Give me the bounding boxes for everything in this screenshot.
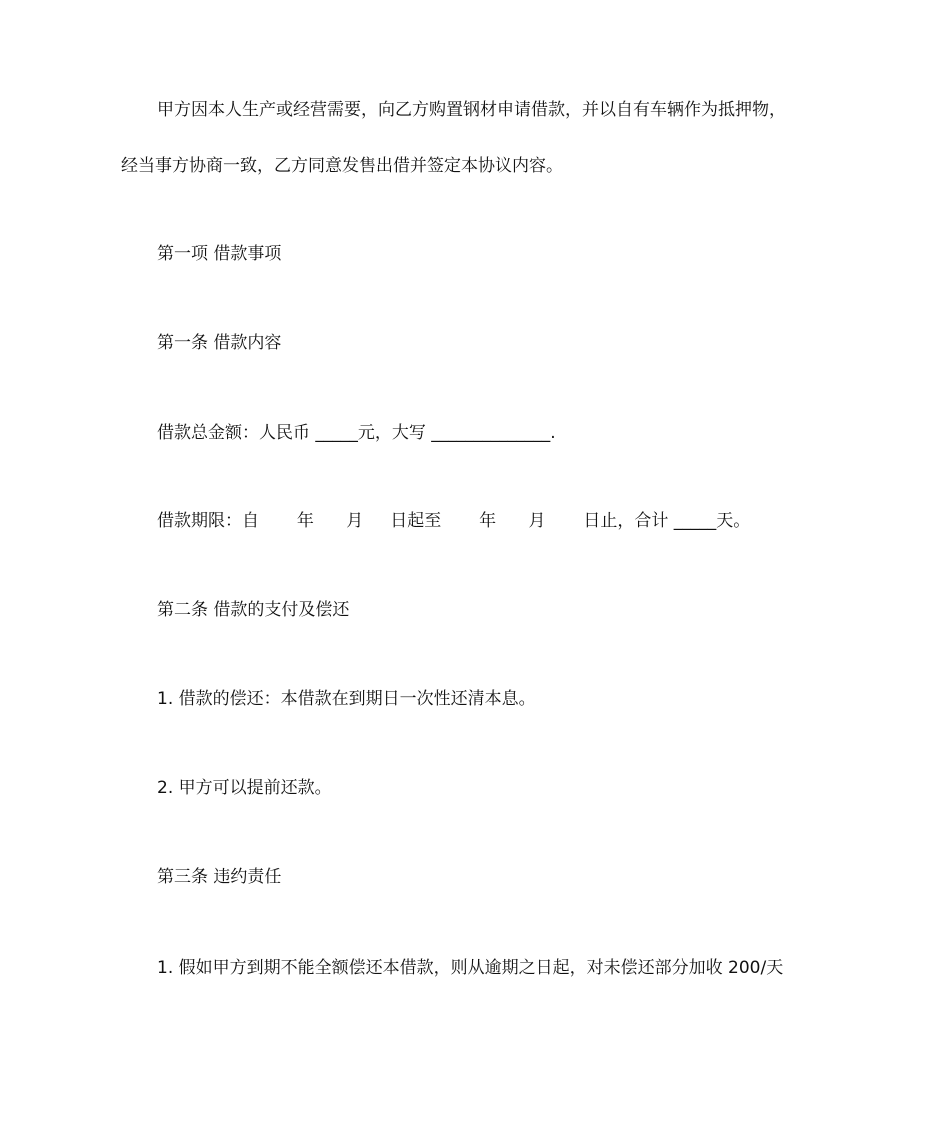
article-heading-3: 第三条 违约责任 xyxy=(157,867,282,887)
paragraph-intro-line-1: 甲方因本人生产或经营需要，向乙方购置钢材申请借款，并以自有车辆作为抵押物， xyxy=(157,100,786,120)
repayment-clause-2: 2. 甲方可以提前还款。 xyxy=(157,778,332,798)
article-heading-1: 第一条 借款内容 xyxy=(157,333,282,353)
paragraph-intro-line-2: 经当事方协商一致，乙方同意发售出借并签定本协议内容。 xyxy=(121,156,563,176)
loan-term-line: 借款期限：自 年 月 日起至 年 月 日止，合计 _____天。 xyxy=(157,511,751,531)
loan-amount-line: 借款总金额：人民币 _____元，大写 ______________. xyxy=(157,423,556,443)
liability-clause-1: 1. 假如甲方到期不能全额偿还本借款，则从逾期之日起，对未偿还部分加收 200/天 xyxy=(157,958,784,978)
section-heading-item-1: 第一项 借款事项 xyxy=(157,244,282,264)
article-heading-2: 第二条 借款的支付及偿还 xyxy=(157,600,350,620)
repayment-clause-1: 1. 借款的偿还：本借款在到期日一次性还清本息。 xyxy=(157,689,536,709)
